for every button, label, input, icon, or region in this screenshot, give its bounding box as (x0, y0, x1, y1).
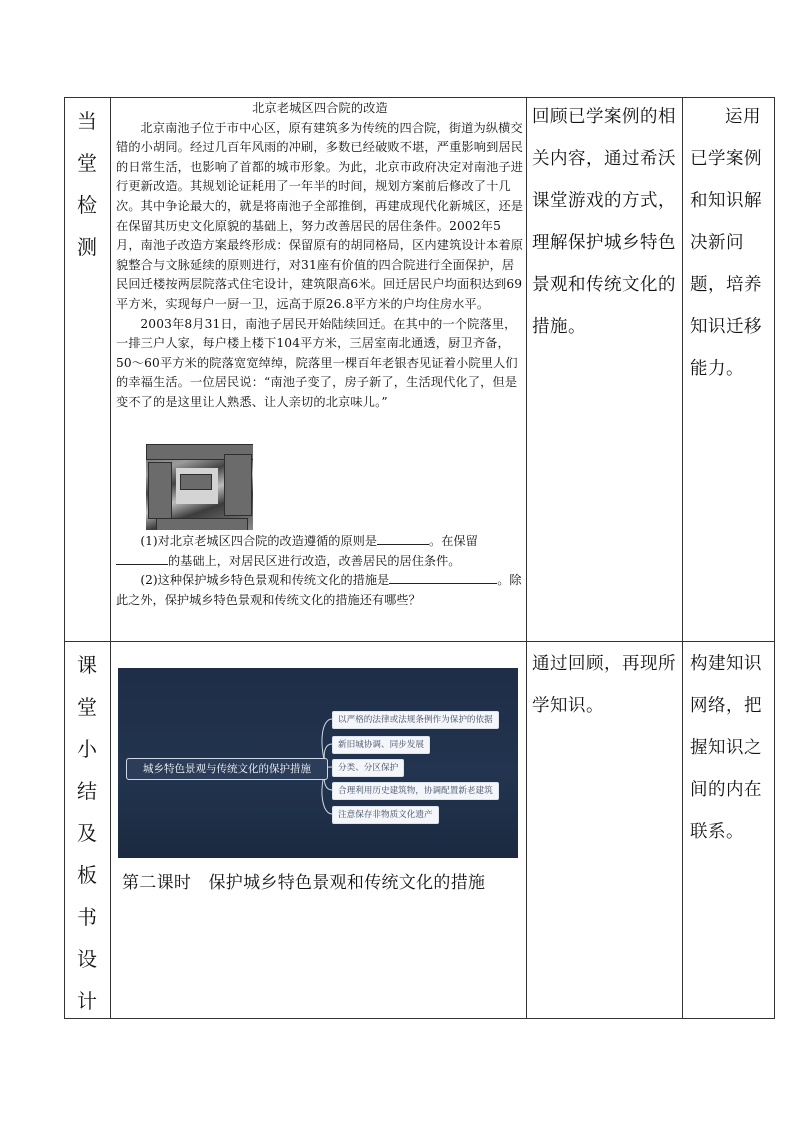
label-char: 堂 (77, 151, 97, 175)
case-paragraph: 北京南池子位于市中心区，原有建筑多为传统的四合院，街道为纵横交错的小胡同。经过几百年风雨的冲刷，多数已经破败不堪，严重影响到居民的日常生活，也影响了首都的城市形象。为此，北京市政府决定对南池子进行更新改造。其规划论证耗用了一年半的时间，规划方案前后修改了十几次。其中争论最大的，就是将南池子全部推倒，再建成现代化新城区，还是在保留其历史文化原貌的基础上，努力改善居民的居住条件。2002年5月，南池子改造方案最终形成：保留原有的胡同格局，区内建筑设计本着原貌整合与文脉延续的原则进行，对31座有价值的四合院进行全面保护，居民回迁楼按两层院落式住宅设计，建筑限高6米。回迁居民户均面积达到69平方米，实现每户一厨一卫，远高于原26.8平方米的户均住房水平。 (116, 120, 524, 311)
label-char: 检 (77, 193, 97, 217)
column-divider (526, 98, 527, 1018)
answer-blank[interactable] (389, 571, 497, 584)
questions: (1)对北京老城区四合院的改造遵循的原则是 。在保留的基础上，对居民区进行改造，改善居民的居住条件。 (2)这种保护城乡特色景观和传统文化的措施是 。除此之外，保护城乡特色景观和传统文化的措施还有哪些？ (116, 534, 522, 607)
mind-map-branch: 新旧城协调、同步发展 (332, 736, 430, 754)
mind-map (118, 668, 518, 858)
design-intent-2: 构建知识网络，把握知识之间的内在联系。 (690, 654, 762, 842)
label-char: 设 (77, 947, 97, 971)
label-char: 课 (77, 653, 97, 677)
case-study (116, 99, 524, 413)
label-char: 书 (77, 905, 97, 929)
courtyard-photo (146, 444, 253, 530)
answer-blank[interactable] (116, 552, 168, 565)
mind-map-root: 城乡特色景观与传统文化的保护措施 (126, 758, 328, 780)
answer-blank[interactable] (377, 532, 429, 545)
case-title: 北京老城区四合院的改造 (252, 101, 388, 115)
teacher-activity-2: 通过回顾，再现所学知识。 (532, 654, 676, 716)
label-char: 板 (77, 863, 97, 887)
row-divider (65, 641, 774, 642)
teacher-activity-1: 回顾已学案例的相关内容，通过希沃课堂游戏的方式，理解保护城乡特色景观和传统文化的措施。 (532, 107, 676, 337)
label-char: 测 (77, 235, 97, 259)
mind-map-branch: 以严格的法律或法规条例作为保护的依据 (332, 711, 499, 729)
label-char: 小 (77, 737, 97, 761)
case-paragraph: 2003年8月31日，南池子居民开始陆续回迁。在其中的一个院落里，一排三户人家，每户楼上楼下104平方米，三居室南北通透，厨卫齐备，50～60平方米的院落宽宽绰绰，院落里一棵百年老银杏见证着小院里人们的幸福生活。一位居民说：“南池子变了，房子新了，生活现代化了，但是变不了的是这里让人熟悉、让人亲切的北京味儿。” (116, 316, 518, 409)
label-char: 当 (77, 109, 97, 133)
mind-map-branch: 注意保存非物质文化遗产 (332, 806, 439, 824)
design-intent-1: 运用已学案例和知识解决新问题，培养知识迁移能力。 (690, 107, 762, 379)
column-divider (110, 98, 111, 1018)
board-caption: 第二课时 保护城乡特色景观和传统文化的措施 (122, 873, 486, 893)
row-label-summary (65, 644, 109, 1022)
label-char: 结 (77, 779, 97, 803)
row-label-classroom-test (65, 100, 109, 268)
label-char: 堂 (77, 695, 97, 719)
mind-map-branch: 合理利用历史建筑物，协调配置新老建筑 (332, 782, 499, 800)
label-char: 计 (77, 989, 97, 1013)
label-char: 及 (77, 821, 97, 845)
mind-map-branch: 分类、分区保护 (332, 759, 404, 777)
